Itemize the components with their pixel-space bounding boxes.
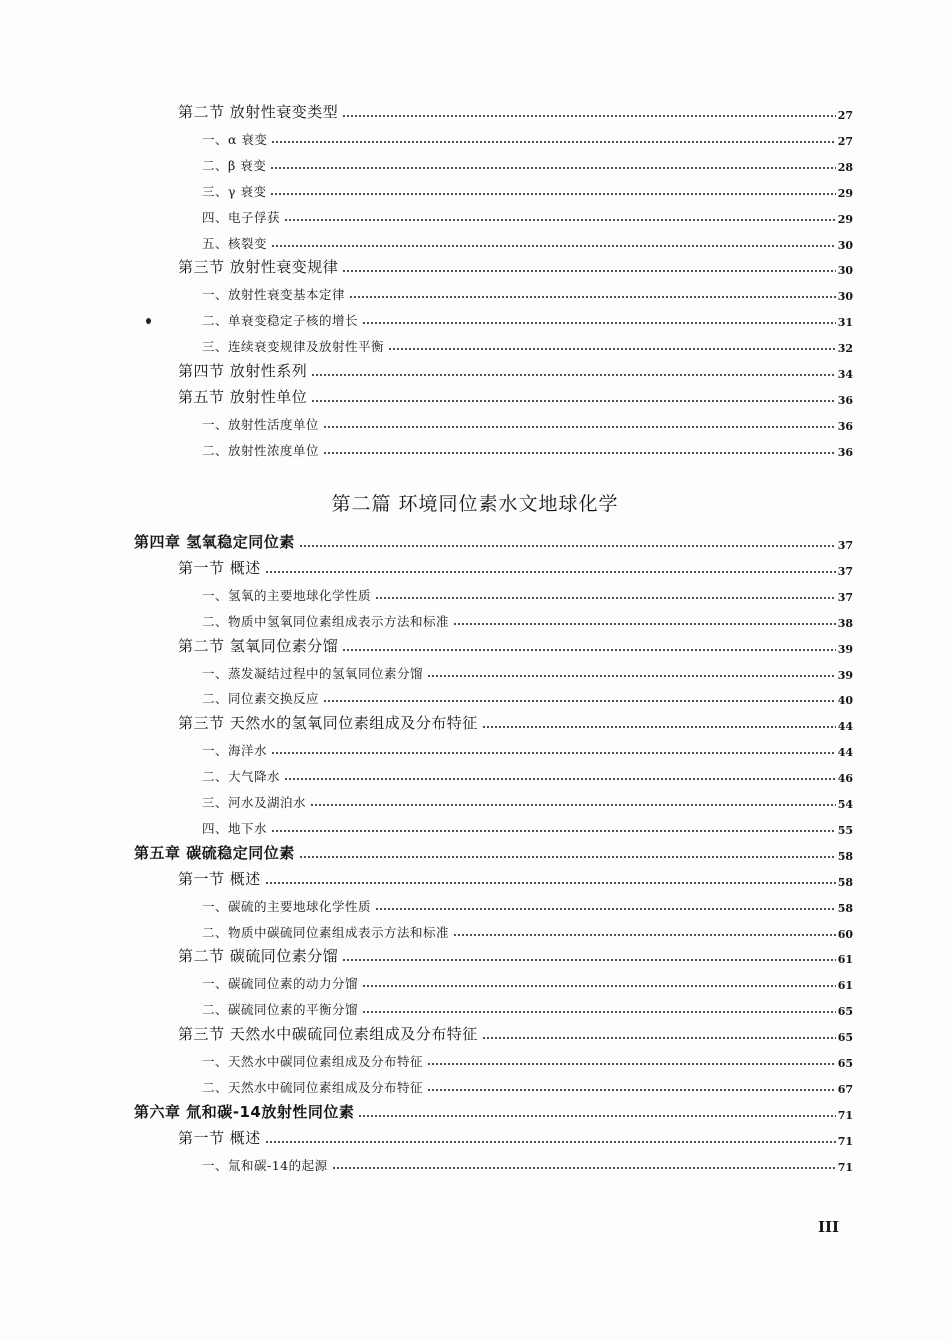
dot-leader bbox=[284, 778, 836, 780]
dot-leader bbox=[271, 141, 835, 143]
toc-entry-title: 一、放射性活度单位 bbox=[202, 416, 320, 432]
dot-leader bbox=[342, 115, 835, 117]
toc-entry-page: 71 bbox=[837, 1160, 853, 1174]
toc-entry-page: 27 bbox=[837, 134, 853, 148]
dot-leader bbox=[362, 322, 836, 324]
dot-leader bbox=[482, 1037, 836, 1039]
toc-entry-section bbox=[178, 709, 853, 733]
toc-entry-page: 39 bbox=[837, 642, 853, 656]
toc-entry-chapter bbox=[134, 1098, 853, 1122]
toc-entry-title: 第六章 氚和碳-14放射性同位素 bbox=[134, 1102, 355, 1121]
toc-entry-title: 一、碳硫的主要地球化学性质 bbox=[202, 898, 372, 914]
toc-entry-title: 一、氢氧的主要地球化学性质 bbox=[202, 587, 372, 603]
toc-entry-page: 31 bbox=[837, 316, 853, 330]
dot-leader bbox=[323, 452, 836, 454]
toc-entry-page: 37 bbox=[837, 590, 853, 604]
toc-entry-item bbox=[202, 735, 853, 759]
toc-entry-page: 58 bbox=[837, 901, 853, 915]
toc-entry-page: 38 bbox=[837, 616, 853, 630]
toc-entry-section bbox=[178, 1124, 853, 1148]
dot-leader bbox=[332, 1167, 836, 1169]
dot-leader bbox=[271, 245, 836, 247]
toc-entry-page: 60 bbox=[837, 927, 853, 941]
toc-entry-section bbox=[178, 865, 853, 889]
toc-entry-section bbox=[178, 554, 853, 578]
dot-leader bbox=[358, 1115, 835, 1117]
toc-entry-page: 71 bbox=[837, 1108, 853, 1122]
toc-entry-page: 54 bbox=[837, 798, 853, 811]
toc-entry-title: 一、α 衰变 bbox=[202, 131, 268, 147]
toc-entry-page: 37 bbox=[837, 539, 853, 552]
toc-entry-page: 30 bbox=[837, 238, 853, 252]
toc-entry-item bbox=[202, 658, 853, 682]
dot-leader bbox=[362, 985, 836, 987]
part-title: 第二篇 环境同位素水文地球化学 bbox=[331, 493, 619, 515]
toc-entry-page: 28 bbox=[837, 160, 853, 174]
toc-entry-item bbox=[202, 813, 853, 837]
dot-leader bbox=[375, 597, 836, 599]
toc-entry-item bbox=[202, 228, 853, 252]
toc-entry-title: 二、大气降水 bbox=[202, 769, 281, 785]
dot-leader bbox=[284, 219, 836, 221]
dot-leader bbox=[265, 1141, 836, 1143]
toc-entry-item bbox=[202, 994, 853, 1018]
toc-entry-item bbox=[202, 279, 853, 303]
toc-entry-title: 二、放射性浓度单位 bbox=[202, 442, 320, 458]
toc-entry-chapter bbox=[134, 528, 853, 552]
toc-entry-title: 二、物质中碳硫同位素组成表示方法和标准 bbox=[202, 924, 450, 940]
dot-leader bbox=[427, 1089, 836, 1091]
toc-entry-page: 40 bbox=[837, 694, 853, 708]
toc-entry-item bbox=[202, 580, 853, 604]
dot-leader bbox=[453, 934, 836, 936]
dot-leader bbox=[375, 908, 836, 910]
toc-entry-chapter bbox=[134, 839, 853, 863]
toc-entry-title: 第三节 天然水中碳硫同位素组成及分布特征 bbox=[178, 1025, 478, 1044]
toc-entry-item bbox=[202, 202, 853, 226]
toc-entry-item bbox=[202, 1046, 853, 1070]
toc-entry-page: 36 bbox=[837, 445, 853, 459]
toc-entry-page: 36 bbox=[837, 393, 853, 407]
toc-entry-item bbox=[202, 968, 853, 992]
toc-entry-title: 四、电子俘获 bbox=[202, 209, 281, 225]
toc-entry-item bbox=[202, 305, 853, 329]
toc-entry-title: 二、单衰变稳定子核的增长 bbox=[202, 313, 359, 329]
toc-entry-page: 58 bbox=[837, 849, 853, 863]
toc-entry-page: 44 bbox=[837, 746, 853, 760]
toc-entry-title: 二、物质中氢氧同位素组成表示方法和标准 bbox=[202, 613, 450, 629]
dot-leader bbox=[323, 426, 836, 428]
toc-entry-page: 44 bbox=[837, 720, 853, 734]
toc-entry-title: 三、连续衰变规律及放射性平衡 bbox=[202, 339, 385, 355]
dot-leader bbox=[342, 649, 835, 651]
toc-entry-title: 第一节 概述 bbox=[178, 1128, 261, 1147]
toc-entry-item bbox=[202, 150, 853, 174]
toc-entry-item bbox=[202, 124, 853, 148]
toc-entry-page: 61 bbox=[837, 979, 853, 993]
toc-entry-title: 第二节 放射性衰变类型 bbox=[178, 103, 339, 121]
toc-entry-page: 65 bbox=[837, 1005, 853, 1019]
dot-leader bbox=[482, 726, 836, 728]
toc-entry-title: 五、核裂变 bbox=[202, 235, 268, 251]
toc-entry-title: 三、γ 衰变 bbox=[202, 183, 267, 199]
toc-entry-item bbox=[202, 409, 853, 433]
toc-entry-title: 第五节 放射性单位 bbox=[178, 387, 308, 406]
toc-entry-page: 27 bbox=[837, 109, 853, 122]
toc-entry-section bbox=[178, 98, 853, 122]
toc-entry-item bbox=[202, 917, 853, 941]
toc-entry-title: 一、氚和碳-14的起源 bbox=[202, 1157, 328, 1173]
toc-entry-title: 二、碳硫同位素的平衡分馏 bbox=[202, 1002, 359, 1018]
dot-leader bbox=[270, 167, 835, 169]
toc-entry-page: 58 bbox=[837, 875, 853, 889]
dot-leader bbox=[349, 296, 836, 298]
toc-entry-title: 二、同位素交换反应 bbox=[202, 691, 320, 707]
toc-entry-item bbox=[202, 787, 853, 811]
dot-leader bbox=[427, 675, 836, 677]
page-number: III bbox=[818, 1218, 840, 1236]
dot-leader bbox=[299, 545, 836, 547]
toc-entry-item bbox=[202, 761, 853, 785]
dot-leader bbox=[311, 374, 835, 376]
toc-entry-page: 34 bbox=[837, 368, 853, 381]
dot-leader bbox=[270, 193, 835, 195]
toc-entry-title: 一、蒸发凝结过程中的氢氧同位素分馏 bbox=[202, 665, 424, 681]
toc-entry-title: 四、地下水 bbox=[202, 820, 268, 836]
toc-entry-item bbox=[202, 435, 853, 459]
toc-entry-title: 第一节 概述 bbox=[178, 869, 261, 888]
toc-entry-item bbox=[202, 1072, 853, 1096]
toc-entry-page: 65 bbox=[837, 1031, 853, 1045]
toc-entry-item bbox=[202, 606, 853, 630]
toc-entry-title: 一、海洋水 bbox=[202, 743, 268, 759]
toc-entry-page: 30 bbox=[837, 264, 853, 278]
toc-entry-section bbox=[178, 632, 853, 656]
dot-leader bbox=[362, 1011, 836, 1013]
toc-entry-title: 第四章 氢氧稳定同位素 bbox=[134, 533, 295, 551]
toc-entry-section bbox=[178, 253, 853, 277]
dot-leader bbox=[311, 400, 835, 402]
toc-entry-title: 第三节 天然水的氢氧同位素组成及分布特征 bbox=[178, 714, 478, 733]
dot-leader bbox=[265, 571, 836, 573]
toc-entry-section bbox=[178, 357, 853, 381]
toc-entry-title: 第二节 碳硫同位素分馏 bbox=[178, 947, 339, 966]
dot-leader bbox=[427, 1063, 836, 1065]
dot-leader bbox=[265, 882, 836, 884]
dot-leader bbox=[271, 752, 836, 754]
toc-entry-page: 36 bbox=[837, 419, 853, 433]
dot-leader bbox=[388, 348, 836, 350]
toc-entry-title: 三、河水及湖泊水 bbox=[202, 795, 307, 810]
toc-entry-page: 65 bbox=[837, 1057, 853, 1070]
toc-entry-page: 46 bbox=[837, 772, 853, 786]
toc-entry-page: 61 bbox=[837, 953, 853, 967]
dot-leader bbox=[323, 700, 836, 702]
dot-leader bbox=[299, 856, 836, 858]
toc-entry-page: 37 bbox=[837, 564, 853, 578]
toc-entry-section bbox=[178, 383, 853, 407]
toc-entry-page: 32 bbox=[837, 342, 853, 356]
toc-entry-section bbox=[178, 942, 853, 966]
toc-entry-title: 二、β 衰变 bbox=[202, 157, 267, 173]
toc-entry-page: 29 bbox=[837, 186, 853, 200]
toc-entry-section bbox=[178, 1020, 853, 1044]
toc-entry-item bbox=[202, 176, 853, 200]
toc-entry-title: 第四节 放射性系列 bbox=[178, 362, 308, 380]
dot-leader bbox=[271, 830, 836, 832]
toc-entry-item bbox=[202, 683, 853, 707]
dot-leader bbox=[310, 804, 836, 806]
toc-entry-page: 71 bbox=[837, 1134, 853, 1148]
toc-entry-title: 第三节 放射性衰变规律 bbox=[178, 258, 339, 277]
toc-entry-page: 30 bbox=[837, 290, 853, 304]
toc-entry-title: 第一节 概述 bbox=[178, 558, 261, 577]
toc-entry-title: 第二节 氢氧同位素分馏 bbox=[178, 636, 339, 655]
toc-entry-page: 29 bbox=[837, 212, 853, 226]
toc-entry-page: 67 bbox=[837, 1082, 853, 1096]
toc-entry-item bbox=[202, 1150, 853, 1174]
toc-entry-title: 第五章 碳硫稳定同位素 bbox=[134, 843, 295, 862]
toc-entry-title: 一、碳硫同位素的动力分馏 bbox=[202, 976, 359, 992]
toc-entry-page: 39 bbox=[837, 668, 853, 682]
dot-leader bbox=[453, 623, 836, 625]
toc-entry-page: 55 bbox=[837, 823, 853, 837]
toc-entry-item bbox=[202, 891, 853, 915]
toc-entry-item bbox=[202, 331, 853, 355]
toc-entry-title: 一、天然水中碳同位素组成及分布特征 bbox=[202, 1054, 424, 1069]
toc-entry-title: 一、放射性衰变基本定律 bbox=[202, 287, 346, 303]
dot-leader bbox=[342, 959, 835, 961]
dot-leader bbox=[342, 270, 835, 272]
toc-entry-title: 二、天然水中硫同位素组成及分布特征 bbox=[202, 1079, 424, 1095]
ink-speck bbox=[146, 318, 151, 324]
